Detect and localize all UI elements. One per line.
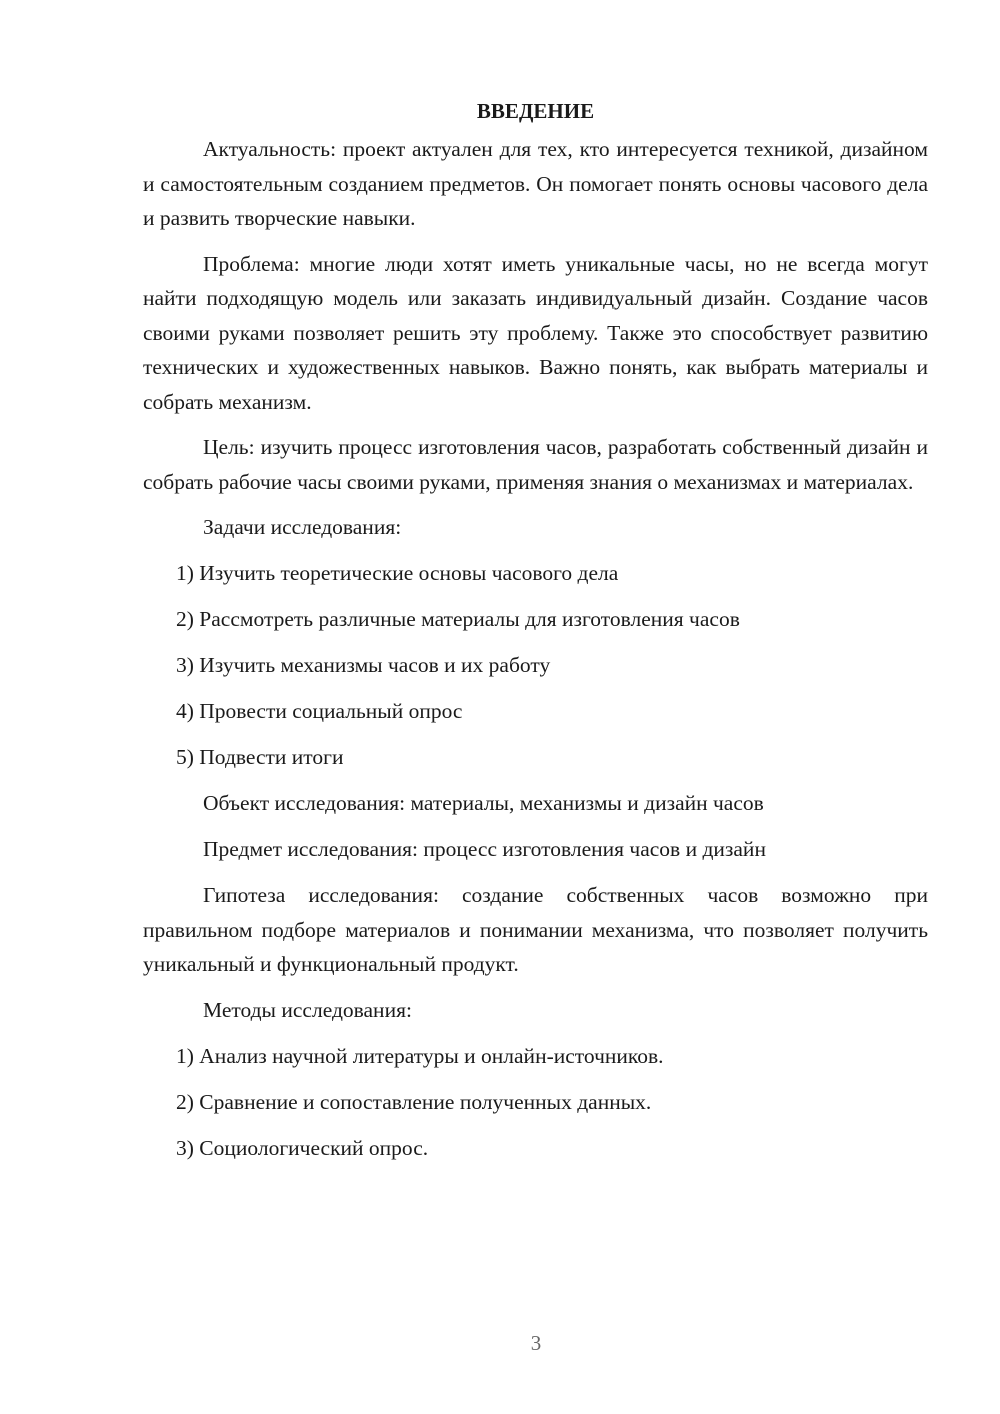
task-item: 3) Изучить механизмы часов и их работу	[176, 653, 551, 677]
task-item: 4) Провести социальный опрос	[176, 699, 463, 723]
task-item: 5) Подвести итоги	[176, 745, 344, 769]
method-item: 1) Анализ научной литературы и онлайн-источников.	[176, 1043, 664, 1068]
document-page	[143, 96, 928, 1177]
method-item: 3) Социологический опрос.	[176, 1135, 429, 1160]
section-heading: ВВЕДЕНИЕ	[476, 99, 595, 123]
subject-line: Предмет исследования: процесс изготовления часов и дизайн	[203, 837, 766, 861]
hypothesis-paragraph: Гипотеза исследования: создание собственных часов возможно при правильном подборе материалов и понимании механизма, что позволяет получить уникальный и функциональный продукт.	[143, 883, 928, 976]
relevance-paragraph: Актуальность: проект актуален для тех, кто интересуется техникой, дизайном и самостоятельным созданием предметов. Он помогает понять основы часового дела и развить творческие навыки.	[143, 137, 928, 230]
object-line: Объект исследования: материалы, механизмы и дизайн часов	[203, 791, 764, 815]
task-item: 1) Изучить теоретические основы часового дела	[176, 561, 619, 585]
method-item: 2) Сравнение и сопоставление полученных данных.	[176, 1089, 652, 1114]
methods-title: Методы исследования:	[203, 997, 412, 1022]
task-item: 2) Рассмотреть различные материалы для изготовления часов	[176, 607, 740, 631]
tasks-title: Задачи исследования:	[203, 515, 402, 539]
problem-paragraph: Проблема: многие люди хотят иметь уникальные часы, но не всегда могут найти подходящую модель или заказать индивидуальный дизайн. Создание часов своими руками позволяет решить эту проблему. Также это способствует развитию технических и художественных навыков. Важно понять, как выбрать материалы и собрать механизм.	[143, 251, 928, 414]
goal-paragraph: Цель: изучить процесс изготовления часов, разработать собственный дизайн и собрать рабочие часы своими руками, применяя знания о механизмах и материалах.	[143, 435, 928, 494]
page-number: 3	[530, 1331, 542, 1355]
